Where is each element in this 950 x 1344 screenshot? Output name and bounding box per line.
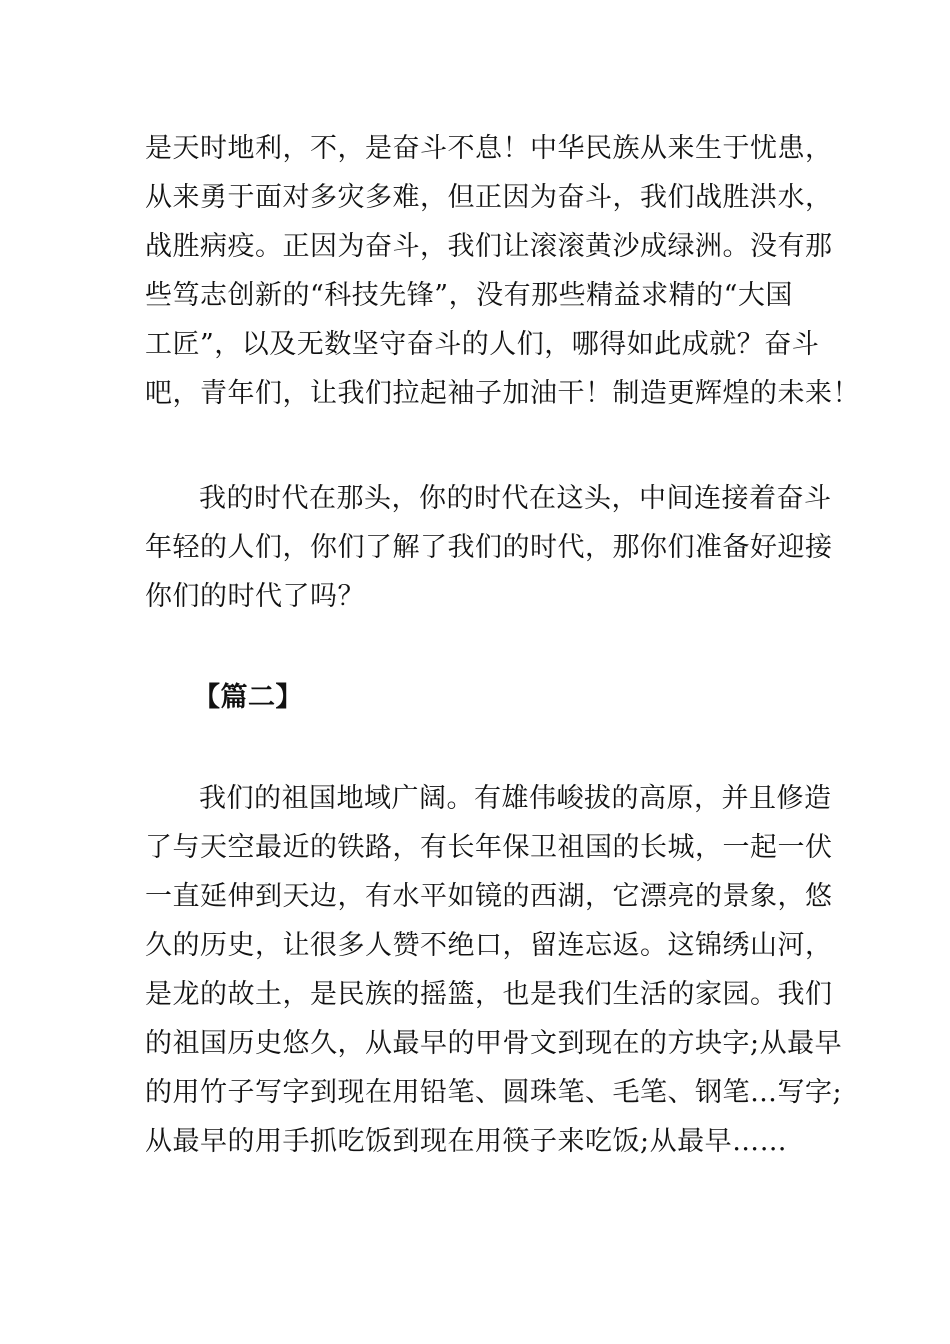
paragraph-line: 的祖国历史悠久，从最早的甲骨文到现在的方块字;从最早 [145,1028,843,1059]
paragraph-line: 我的时代在那头，你的时代在这头，中间连接着奋斗 [199,483,832,514]
paragraph-2 [145,474,833,621]
paragraph-line: 一直延伸到天边，有水平如镜的西湖，它漂亮的景象，悠 [145,881,833,912]
paragraph-line: 了与天空最近的铁路，有长年保卫祖国的长城，一起一伏 [145,832,833,863]
paragraph-line: 久的历史，让很多人赞不绝口，留连忘返。这锦绣山河， [145,930,833,961]
paragraph-line: 年轻的人们，你们了解了我们的时代，那你们准备好迎接 [145,532,833,563]
paragraph-line: 从来勇于面对多灾多难，但正因为奋斗，我们战胜洪水， [145,182,833,213]
paragraph-line: 的用竹子写字到现在用铅笔、圆珠笔、毛笔、钢笔…写字; [145,1077,843,1108]
paragraph-3 [145,774,843,1166]
paragraph-line: 些笃志创新的“科技先锋”，没有那些精益求精的“大国 [145,280,793,311]
paragraph-line: 是龙的故土，是民族的摇篮，也是我们生活的家园。我们 [145,979,833,1010]
paragraph-1 [145,124,860,418]
paragraph-line: 吧，青年们，让我们拉起袖子加油干！制造更辉煌的未来！ [145,378,860,409]
paragraph-line: 工匠”，以及无数坚守奋斗的人们，哪得如此成就？奋斗 [145,329,820,360]
paragraph-line: 从最早的用手抓吃饭到现在用筷子来吃饭;从最早…… [145,1126,788,1157]
paragraph-line: 我们的祖国地域广阔。有雄伟峻拔的高原，并且修造 [199,783,832,814]
paragraph-line: 你们的时代了吗？ [145,581,365,612]
paragraph-line: 是天时地利，不，是奋斗不息！中华民族从来生于忧患， [145,133,833,164]
paragraph-line: 战胜病疫。正因为奋斗，我们让滚滚黄沙成绿洲。没有那 [145,231,833,262]
section-heading: 【篇二】 [193,682,303,713]
